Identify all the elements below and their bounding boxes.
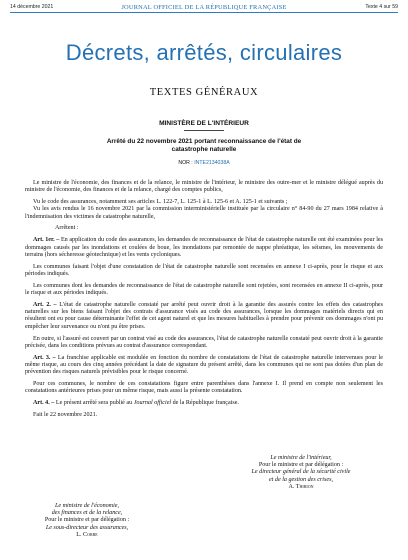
signature-left-line-2: des finances et de la relance,	[51, 510, 123, 517]
paragraph-fait-le: Fait le 22 novembre 2021.	[33, 411, 98, 418]
article-3-text: La franchise applicable est modulée en fonction du nombre de constatations de l'état de catastrophe naturelle intervenues pour le même risque, au cours des cinq années précédant la date de signature du présent arrêté, dans les communes qui ne sont pas dotées d'un plan de prévention des risques naturels prévisibles pour le risque concerné.	[25, 354, 384, 376]
header-rule	[10, 12, 398, 13]
document-body	[25, 180, 383, 419]
paragraph-vu-code: Vu le code des assurances, notamment ses articles L. 122-7, L. 125-1 à L. 125-6 et A. 125-1 et suivants ;	[33, 199, 288, 206]
paragraph-preamble: Le ministre de l'économie, des finances et de la relance, le ministre de l'intérieur, le ministre des outre-mer et le ministre délégué auprès du ministre de l'économie, des finances et de la relance, chargé des comptes publics,	[25, 180, 383, 194]
header-journal: JOURNAL OFFICIEL DE LA RÉPUBLIQUE FRANÇAISE	[121, 4, 287, 11]
paragraph-annexe-2: Les communes dont les demandes de reconnaissance de l'état de catastrophe naturelle sont rejetées, sont recensées en annexe II ci-après, pour le risque et aux périodes indiqués.	[25, 282, 383, 297]
nor-code: INTE2134038A	[194, 160, 230, 166]
paragraph-annexe-1: Les communes faisant l'objet d'une constatation de l'état de catastrophe naturelle sont recensées en annexe I ci-après, pour le risque et aux périodes indiqués.	[25, 263, 383, 277]
header-date: 14 décembre 2021	[10, 4, 54, 10]
paragraph-communes: Pour ces communes, le nombre de ces constatations figure entre parenthèses dans l'annexe I. Il prend en compte non seulement les constatations antérieures prises pour un même risque, mais aussi la présente constatation.	[25, 381, 383, 395]
article-4-text-post: de la République française.	[171, 400, 239, 407]
signature-left-line-1: Le ministre de l'économie,	[54, 503, 120, 509]
signature-left-line-4: Le sous-directeur des assurances,	[45, 524, 129, 531]
article-2-text: L'état de catastrophe naturelle constaté par arrêté peut ouvrir droit à la garantie des assurés contre les effets des catastrophes naturelles sur les biens faisant l'objet des contrats d'assurance visés au code des assurances, lorsque les dommages matériels directs qui en résultent ont eu pour cause déterminante l'effet de cet agent naturel et que les mesures habituelles à prendre pour prévenir ces dommages n'ont pu empêcher leur survenance ou n'ont pu être prises.	[25, 301, 383, 330]
signature-right-line-2: Pour le ministre et par délégation :	[258, 462, 344, 469]
ministry-heading: MINISTÈRE DE L'INTÉRIEUR	[159, 120, 249, 127]
journal-officiel-italic: Journal officiel	[133, 400, 172, 407]
article-2-label: Art. 2. –	[33, 301, 57, 308]
article-2	[25, 302, 383, 331]
article-4-text-pre: Le présent arrêté sera publié au	[54, 400, 134, 407]
article-1-text: En application du code des assurances, les demandes de reconnaissance de l'état de catastrophe naturelle ont été examinées pour les dommages causés par les inondations et coulées de boue, les inondations par remontée de nappe phréatique, les séismes, les mouvements de terrains (hors sécheresse géotechnique) et les vents cycloniques.	[25, 237, 384, 258]
article-1	[25, 237, 383, 259]
signature-right-line-3: Le directeur général de la sécurité civile	[251, 469, 351, 476]
paragraph-en-outre: En outre, si l'assuré est couvert par un contrat visé au code des assurances, l'état de catastrophe naturelle constaté peut ouvrir droit à la garantie précisée, dans les conditions prévues au contrat d'assurance correspondant.	[25, 335, 383, 349]
nor-line	[0, 160, 408, 166]
signature-left-line-3: Pour le ministre et par délégation :	[44, 517, 130, 524]
article-4-label: Art. 4. –	[33, 400, 55, 407]
arrete-title: Arrêté du 22 novembre 2021 portant reconnaissance de l'état de catastrophe naturelle	[106, 138, 302, 153]
signature-right-name: A. Thirion	[288, 483, 314, 490]
article-4	[25, 400, 383, 407]
section-subtitle: TEXTES GÉNÉRAUX	[149, 87, 259, 98]
article-3	[25, 355, 383, 377]
article-1-label: Art. 1er. –	[33, 237, 60, 244]
header-texte-number: Texte 4 sur 59	[365, 4, 398, 10]
signature-interieur	[216, 455, 386, 491]
nor-label: NOR :	[178, 160, 195, 166]
signature-right-line-1: Le ministre de l'intérieur,	[270, 455, 332, 461]
section-title: Décrets, arrêtés, circulaires	[65, 40, 343, 65]
signature-left-name: L. Corre	[76, 531, 98, 538]
paragraph-vu-avis: Vu les avis rendus le 16 novembre 2021 par la commission interministérielle instituée par la circulaire n° 84-90 du 27 mars 1984 relative à l'indemnisation des victimes de catastrophe naturelle,	[25, 206, 383, 220]
signature-economie	[22, 503, 152, 539]
ministry-rule	[184, 130, 224, 131]
article-3-label: Art. 3. –	[33, 354, 56, 361]
signature-right-line-4: et de la gestion des crises,	[269, 476, 333, 483]
paragraph-arretent: Arrêtent :	[55, 225, 79, 232]
